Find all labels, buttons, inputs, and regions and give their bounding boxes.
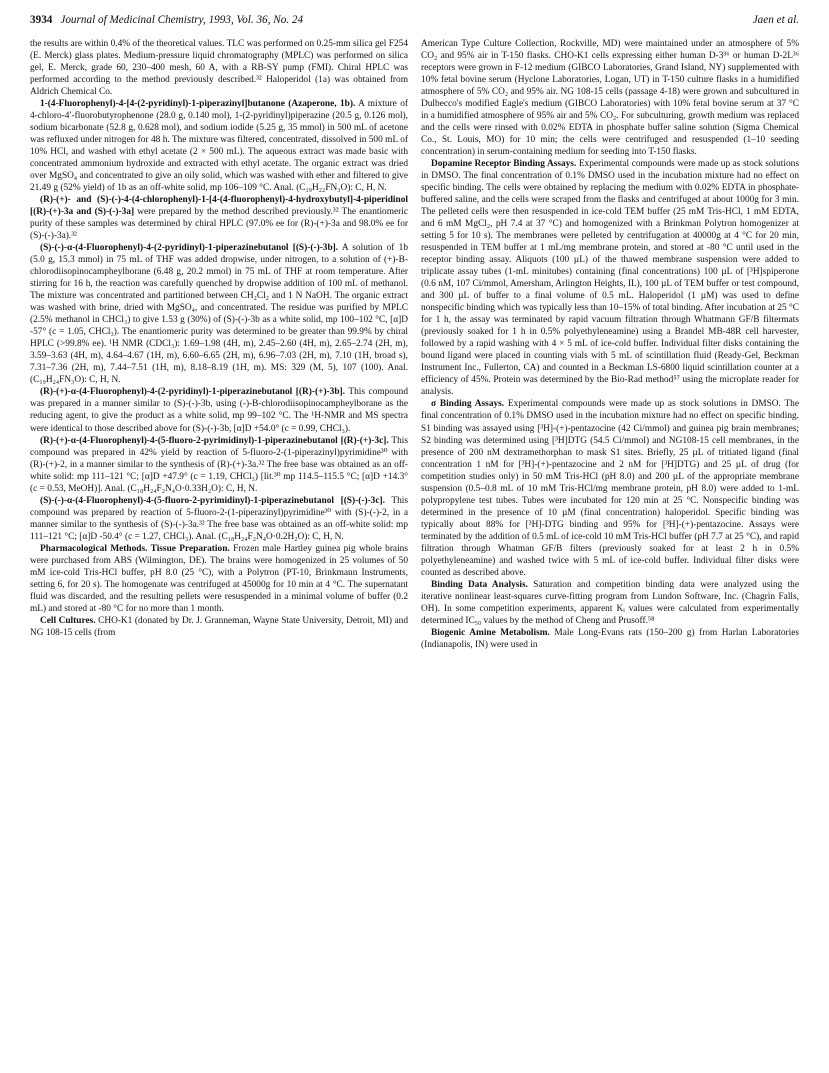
page-number: 3934 (30, 14, 53, 26)
running-authors: Jaen et al. (752, 14, 799, 26)
paragraph-heading: Dopamine Receptor Binding Assays. (431, 159, 577, 170)
paragraph-text: Saturation and competition binding data were analyzed using the iterative nonlinear least-squares curve-fitting program from Lundon Software, Inc. (Chagrin Falls, OH). In some competition experiments, apparent Kᵢ values were calculated from experimentally determined IC₅₀ values by the method of Cheng and Prusoff.⁵⁸ (421, 579, 799, 626)
paragraph (30, 615, 408, 639)
paragraph-text: A mixture of 4-chloro-4′-fluorobutyrophenone (28.0 g, 0.140 mol), 1-(2-pyridinyl)piperazine (20.5 g, 0.126 mol), sodium bicarbonate (52.8 g, 0.628 mol), and sodium iodide (5.25 g, 35 mmol) in 500 mL of acetone was refluxed under nitrogen for 48 h. The mixture was filtered, concentrated, dissolved in 500 mL of 10% HCl, and washed with ethyl acetate (2 × 500 mL). The aqueous extract was made basic with concentrated ammonium hydroxide and extracted with ethyl acetate. The organic extract was dried over MgSO₄ and concentrated to give an oily solid, which was washed with ether and filtered to give 21.49 g (52% yield) of 1b as an off-white solid, mp 106–109 °C. Anal. (C₁₉H₂₂FN₃O): C, H, N. (30, 99, 408, 194)
paragraph-heading: Pharmacological Methods. Tissue Preparation. (40, 543, 230, 554)
paragraph (30, 435, 408, 495)
paragraph-text: Experimental compounds were made up as stock solutions in DMSO. The final concentration of 0.1% DMSO used in the incubation mixture had no effect on specific binding. The cells were obtained by replacing the medium with 0.02% EDTA in phosphate-buffered saline, and the cells were scraped from the flasks and centrifuged at about 1000g for 3 min. The pelleted cells were then resuspended in ice-cold TEM buffer (25 mM Tris-HCl, 1 mM EDTA, and 6 mM MgCl₂, pH 7.4 at 37 °C) and homogenized with a Brinkman Polytron homogenizer at setting 5 for 10 s). The membranes were pelleted by centrifugation at 40000g at 4 °C for 20 min, resuspended in TEM buffer at 1 mL/mg membrane protein, and stored at -80 °C until used in the receptor binding assay. Aliquots (100 µL) of the thawed membrane suspension were added to triplicate assay tubes (1-mL minitubes) containing (final concentrations) 100 µL of [³H]spiperone (0.6 nM, 107 Ci/mmol, Amersham, Arlington Heights, IL), 100 µL of TEM buffer or test compound, and 300 µL of buffer to a final volume of 0.5 mL. Haloperidol (1 µM) was used to define nonspecific binding which was typically less than 10–15% of total binding. After incubation at 25 °C for 1 h, the assay was terminated by rapid vacuum filtration through Whatmann GF/B filtermats (previously soaked for 1 h in 0.5% polyethyleneamine) using a Brandel MB-48R cell harvester, followed by a rapid washing with 4 × 5 mL of ice-cold buffer. Individual filter disks containing the bound ligand were placed in counting vials with 5 mL of scintillation fluid (Ready-Gel, Beckman Instrument Inc., Fullerton, CA) and counted in a Beckman LS-6800 liquid scintillation counter at a efficiency of 45%. Protein was determined by the Bio-Rad method⁵⁷ using the microplate reader for analysis. (421, 159, 799, 398)
paragraph (30, 495, 408, 543)
left-column (30, 38, 408, 639)
paragraph (421, 158, 799, 398)
paragraph-heading: Binding Data Analysis. (431, 579, 528, 590)
paragraph-text: Male Long-Evans rats (150–200 g) from Harlan Laboratories (Indianapolis, IN) were used in (421, 627, 799, 650)
paragraph-text: Frozen male Hartley guinea pig whole brains were purchased from ABS (Wilmington, DE). The brains were homogenized in 25 volumes of 50 mM ice-cold Tris-HCl buffer, pH 8.0 (25 °C), with a Polytron (PT-10, Brinkmann Instruments, setting 6, for 20 s). The homogenate was centrifuged at 45000g for 10 min at 4 °C. The supernatant fluid was discarded, and the resulting pellets were resuspended in a minimal volume of buffer (0.2 mL) and stored at -80 °C for no more than 1 month. (30, 543, 408, 614)
journal-citation: Journal of Medicinal Chemistry, 1993, Vol. 36, No. 24 (60, 14, 304, 26)
paragraph (421, 398, 799, 578)
paragraph-text: This compound was prepared in 42% yield by reaction of 5-fluoro-2-(1-piperazinyl)pyrimidine³⁰ with (R)-(+)-2, in a manner similar to the synthesis of (R)-(+)-3a.³² The free base was obtained as an off-white solid: mp 111–121 °C; [α]D +47.9° (c = 1.19, CHCl₃) [lit.³⁰ mp 114.5–115.5 °C; [α]D +14.3° (c = 0.53, MeOH)]. Anal. (C₁₈H₂₄F₂N₄O·0.33H₂O): C, H, N. (30, 435, 408, 494)
paragraph (30, 98, 408, 194)
paragraph-text: This compound was prepared in a manner similar to (S)-(-)-3b, using (-)-B-chlorodiisopinocampheylborane as the reducing agent, to give the product as a white solid, mp 99–102 °C. The ¹H-NMR and MS spectra were identical to those described above for (S)-(-)-3b, [α]D +54.0° (c = 0.99, CHCl₃). (30, 387, 408, 434)
paragraph-text: Experimental compounds were made up as stock solutions in DMSO. The final concentration of 0.1% DMSO used in the incubation mixture had no effect on specific binding. S1 binding was assayed using [³H]-(+)-pentazocine (42 Ci/mmol) and guinea pig brain membranes; S2 binding was determined using [³H]DTG (54.5 Ci/mmol) and NG108-15 cell membranes, in the presence of 200 nM dextramethorphan to mask S1 sites. Briefly, 25 µL of tritiated ligand (final concentration 1 nM for [³H]-(+)-pentazocine and 2 nM for [³H]DTG) and 25 µL of drug (for competition studies only) in 50 mM Tris-HCl (pH 8.0) and 200 µL of the appropriate membrane suspension (0.5–0.8 mL of 10 mM Tris-HCl/mg membrane protein, pH 8.0) were added to 1-mL polypropylene test tubes. Tubes were incubated for 120 min at 25 °C. Nonspecific binding was determined in the presence of 10 µM (final concentration) haloperidol. Specific binding was typically about 88% for [³H]-DTG binding and 95% for [³H]-(+)-pentazocine. Assays were terminated by the addition of 0.5 mL of ice-cold 10 mM Tris-HCl buffer (pH 7.7 at 25 °C), and rapid filtration through Whatman GF/B filters (previously soaked for at least 2 h in 0.5% polyethyleneamine) and washed twice with 5 mL of ice-cold buffer. Individual filter disks were counted as described above. (421, 399, 799, 578)
paragraph-text: American Type Culture Collection, Rockville, MD) were maintained under an atmosphere of 5% CO₂ and 95% air in T-150 flasks. CHO-K1 cells expressing either human D-3³⁶ or human D-2L³⁶ receptors were grown in F-12 medium (GIBCO Laboratories, Grand Island, NY) supplemented with 10% fetal bovine serum (Hyclone Laboratories, Logan, UT) in T-150 culture flasks in a humidified atmosphere of 5% CO₂ and 95% air. NG 108-15 cells (passage 4-18) were grown and subcultured in Dulbecco's modified Eagle's medium (GIBCO Laboratories) with 10% fetal bovine serum at 37 °C in a humidified atmosphere of 95% air and 5% CO₂. For subculturing, growth medium was replaced and the cells were rinsed with 0.02% EDTA in phosphate buffer saline solution (Sigma Chemical Co., St. Louis, MO) for 10 min; the cells were centrifuged and resuspended (1–10 seeding concentration) in serum-containing medium for seeding into T-150 flasks. (421, 39, 799, 158)
paragraph-heading: 1-(4-Fluorophenyl)-4-[4-(2-pyridinyl)-1-piperazinyl]butanone (Azaperone, 1b). (40, 99, 356, 110)
running-header (30, 14, 799, 30)
paragraph-text: A solution of 1b (5.0 g, 15.3 mmol) in 75 mL of THF was added dropwise, under nitrogen, to a solution of (+)-B-chlorodiisopinocampheylborane (6.48 g, 20.2 mmol) in 75 mL of THF at room temperature. After stirring for 16 h, the reaction was carefully quenched by dropwise addition of 100 mL of methanol. The mixture was concentrated and partitioned between CH₂Cl₂ and 1 N NaOH. The organic extract was washed with brine, dried with MgSO₄, and concentrated. The residue was purified by MPLC (2.5% methanol in CHCl₃) to give 1.53 g (30%) of (S)-(-)-3b as a white solid, mp 100–102 °C, [α]D -57° (c = 1.05, CHCl₃). The enantiomeric purity was determined to be greater than 99.9% by chiral HPLC (>99.8% ee). ¹H NMR (CDCl₃): 1.69–1.98 (4H, m), 2.45–2.60 (4H, m), 2.65–2.74 (2H, m), 3.59–3.63 (4H, m), 4.64–4.67 (1H, m), 6.60–6.65 (2H, m), 6.96–7.03 (2H, m), 7.10 (1H, broad s), 7.31–7.36 (2H, m), 7.44–7.51 (1H, m), 8.18–8.19 (1H, m). MS: 329 (M, 5), 107 (100). Anal. (C₁₉H₂₄FN₃O): C, H, N. (30, 243, 408, 386)
paragraph-text: were prepared by the method described previously.³² The enantiomeric purity of these samples was determined by chiral HPLC (97.0% ee for (R)-(+)-3a and 98.0% ee for (S)-(-)-3a).³² (30, 207, 408, 242)
paragraph-heading: Cell Cultures. (40, 615, 96, 626)
paragraph-text: CHO-K1 (donated by Dr. J. Granneman, Wayne State University, Detroit, MI) and NG 108-15 cells (from (30, 615, 408, 638)
paragraph-heading: (S)-(-)-α-(4-Fluorophenyl)-4-(5-fluoro-2-pyrimidinyl)-1-piperazinebutanol [(S)-(-)-3c]. (40, 495, 385, 506)
paragraph (30, 386, 408, 434)
paragraph (30, 242, 408, 386)
paragraph-heading: σ Binding Assays. (431, 399, 505, 410)
paragraph (421, 627, 799, 651)
paragraph-heading: (R)-(+)- and (S)-(-)-4-(4-chlorophenyl)-1-[4-(4-fluorophenyl)-4-hydroxybutyl]-4-piperidinol [(R)-(+)-3a and (S)-(-)-3a] (30, 195, 408, 218)
paragraph (421, 38, 799, 158)
paragraph (30, 543, 408, 615)
paragraph-text: This compound was prepared by reaction of 5-fluoro-2-(1-piperazinyl)pyrimidine³⁰ with (S)-(-)-2, in a manner similar to the synthesis of (S)-(-)-3a.³² The free base was obtained as an off-white solid: mp 111–121 °C; [α]D -50.4° (c = 1.27, CHCl₃). Anal. (C₁₈H₂₄F₂N₄O·0.2H₂O): C, H, N. (30, 495, 408, 542)
paragraph-heading: (R)-(+)-α-(4-Fluorophenyl)-4-(5-fluoro-2-pyrimidinyl)-1-piperazinebutanol [(R)-(+)-3c]. (40, 435, 389, 446)
right-column (421, 38, 799, 651)
paragraph-text: the results are within 0.4% of the theoretical values. TLC was performed on 0.25-mm silica gel F254 (E. Merck) glass plates. Medium-pressure liquid chromatography (MPLC) was performed on silica gel, E. Merck, grade 60, 230–400 mesh, 60 A, with a RB-SY pump (FMI). Chiral HPLC was performed according to the method previously described.³² Haloperidol (1a) was obtained from Aldrich Chemical Co. (30, 39, 408, 98)
paragraph (30, 194, 408, 242)
paragraph (30, 38, 408, 98)
paragraph (421, 579, 799, 627)
paragraph-heading: Biogenic Amine Metabolism. (431, 627, 550, 638)
paragraph-heading: (S)-(-)-α-(4-Fluorophenyl)-4-(2-pyridinyl)-1-piperazinebutanol [(S)-(-)-3b]. (40, 243, 339, 254)
paragraph-heading: (R)-(+)-α-(4-Fluorophenyl)-4-(2-pyridinyl)-1-piperazinebutanol [(R)-(+)-3b]. (40, 387, 345, 398)
